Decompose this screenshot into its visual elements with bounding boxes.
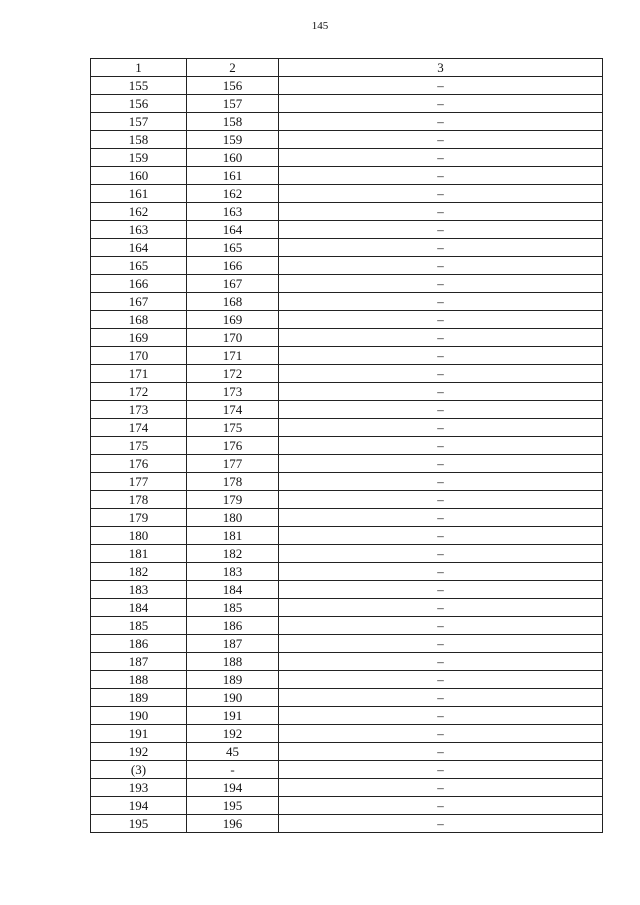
table-row	[91, 419, 603, 437]
table-cell-col-3: –	[279, 761, 603, 779]
table-cell-col-2: 190	[187, 689, 279, 707]
table-cell-col-3: –	[279, 185, 603, 203]
table-row	[91, 365, 603, 383]
table-cell-col-3: –	[279, 311, 603, 329]
header-row	[91, 59, 603, 77]
table-cell-col-1: 182	[91, 563, 187, 581]
table-row	[91, 383, 603, 401]
table-cell-col-3: –	[279, 257, 603, 275]
table-cell-col-3: –	[279, 419, 603, 437]
table-row	[91, 491, 603, 509]
table-row	[91, 203, 603, 221]
table-cell-col-2: 164	[187, 221, 279, 239]
table-cell-col-1: 190	[91, 707, 187, 725]
table-cell-col-3: –	[279, 131, 603, 149]
table-cell-col-2: 163	[187, 203, 279, 221]
table-row	[91, 599, 603, 617]
table-cell-col-3: –	[279, 455, 603, 473]
table-row	[91, 149, 603, 167]
table-row	[91, 653, 603, 671]
table-row	[91, 509, 603, 527]
table-row	[91, 779, 603, 797]
table-cell-col-2: 192	[187, 725, 279, 743]
table-cell-col-3: –	[279, 365, 603, 383]
table-cell-col-3: –	[279, 383, 603, 401]
table-row	[91, 743, 603, 761]
table-cell-col-2: 170	[187, 329, 279, 347]
table-cell-col-2: 182	[187, 545, 279, 563]
table-row	[91, 707, 603, 725]
table-row	[91, 131, 603, 149]
table-cell-col-2: 168	[187, 293, 279, 311]
table-cell-col-1: 188	[91, 671, 187, 689]
table-cell-col-1: 175	[91, 437, 187, 455]
table-cell-col-2: 186	[187, 617, 279, 635]
table-cell-col-1: 169	[91, 329, 187, 347]
table-cell-col-1: 158	[91, 131, 187, 149]
table-cell-col-2: 161	[187, 167, 279, 185]
table-cell-col-1: 170	[91, 347, 187, 365]
table-cell-col-2: 45	[187, 743, 279, 761]
table-row	[91, 797, 603, 815]
data-table	[90, 58, 603, 833]
table-row	[91, 635, 603, 653]
table-cell-col-2: 176	[187, 437, 279, 455]
table-row	[91, 95, 603, 113]
table-cell-col-3: –	[279, 149, 603, 167]
table-cell-col-1: 186	[91, 635, 187, 653]
table-cell-col-3: –	[279, 491, 603, 509]
table-cell-col-3: –	[279, 707, 603, 725]
table-cell-col-3: –	[279, 329, 603, 347]
table-row	[91, 689, 603, 707]
table-cell-col-1: 155	[91, 77, 187, 95]
table-cell-col-3: –	[279, 527, 603, 545]
table-cell-col-1: 184	[91, 599, 187, 617]
table-row	[91, 239, 603, 257]
table-cell-col-2: 180	[187, 509, 279, 527]
table-row	[91, 437, 603, 455]
table-cell-col-2: 195	[187, 797, 279, 815]
table-row	[91, 329, 603, 347]
table-cell-col-1: 162	[91, 203, 187, 221]
table-cell-col-1: 189	[91, 689, 187, 707]
table-cell-col-1: 156	[91, 95, 187, 113]
table-cell-col-3: –	[279, 203, 603, 221]
table-cell-col-1: 180	[91, 527, 187, 545]
table-cell-col-1: 191	[91, 725, 187, 743]
table-cell-col-3: –	[279, 509, 603, 527]
table-cell-col-3: –	[279, 293, 603, 311]
table-cell-col-3: –	[279, 473, 603, 491]
table-row	[91, 761, 603, 779]
table-cell-col-3: –	[279, 347, 603, 365]
table-cell-col-2: 156	[187, 77, 279, 95]
table-cell-col-2: 189	[187, 671, 279, 689]
table-cell-col-3: –	[279, 545, 603, 563]
table-cell-col-1: 194	[91, 797, 187, 815]
table-cell-col-3: –	[279, 653, 603, 671]
table-cell-col-1: 168	[91, 311, 187, 329]
table-cell-col-2: 188	[187, 653, 279, 671]
table-cell-col-3: –	[279, 671, 603, 689]
table-row	[91, 167, 603, 185]
page-number: 145	[311, 20, 329, 32]
table-cell-col-1: 183	[91, 581, 187, 599]
table-cell-col-1: 177	[91, 473, 187, 491]
column-header-1: 1	[91, 59, 187, 77]
table-row	[91, 275, 603, 293]
table-cell-col-2: 162	[187, 185, 279, 203]
table-cell-col-2: 185	[187, 599, 279, 617]
table-cell-col-1: 160	[91, 167, 187, 185]
table-cell-col-3: –	[279, 275, 603, 293]
table-cell-col-3: –	[279, 239, 603, 257]
table-cell-col-2: 160	[187, 149, 279, 167]
table-row	[91, 527, 603, 545]
table-cell-col-3: –	[279, 113, 603, 131]
table-cell-col-1: 178	[91, 491, 187, 509]
table-cell-col-2: 169	[187, 311, 279, 329]
table-body	[91, 77, 603, 833]
table-cell-col-2: 166	[187, 257, 279, 275]
table-cell-col-1: 176	[91, 455, 187, 473]
column-header-3: 3	[279, 59, 603, 77]
table-row	[91, 455, 603, 473]
column-header-2: 2	[187, 59, 279, 77]
table-cell-col-2: 187	[187, 635, 279, 653]
table-cell-col-2: 174	[187, 401, 279, 419]
table-cell-col-2: 158	[187, 113, 279, 131]
table-cell-col-3: –	[279, 725, 603, 743]
table-row	[91, 311, 603, 329]
table-row	[91, 563, 603, 581]
table-row	[91, 725, 603, 743]
table-header	[91, 59, 603, 77]
table-cell-col-1: 193	[91, 779, 187, 797]
table-cell-col-1: 165	[91, 257, 187, 275]
table-cell-col-1: 181	[91, 545, 187, 563]
table-row	[91, 671, 603, 689]
table-cell-col-2: 179	[187, 491, 279, 509]
table-cell-col-2: 159	[187, 131, 279, 149]
table-row	[91, 473, 603, 491]
table-cell-col-1: 187	[91, 653, 187, 671]
table-cell-col-1: 179	[91, 509, 187, 527]
table-cell-col-2: 196	[187, 815, 279, 833]
table-cell-col-1: 174	[91, 419, 187, 437]
table-cell-col-2: 171	[187, 347, 279, 365]
table-cell-col-2: 178	[187, 473, 279, 491]
table-cell-col-1: 195	[91, 815, 187, 833]
table-row	[91, 617, 603, 635]
table-cell-col-3: –	[279, 743, 603, 761]
table-cell-col-3: –	[279, 581, 603, 599]
table-cell-col-1: 172	[91, 383, 187, 401]
table-row	[91, 815, 603, 833]
table-cell-col-2: 183	[187, 563, 279, 581]
table-row	[91, 293, 603, 311]
table-cell-col-3: –	[279, 221, 603, 239]
table-cell-col-1: (3)	[91, 761, 187, 779]
table-cell-col-2: 184	[187, 581, 279, 599]
table-cell-col-2: 181	[187, 527, 279, 545]
table-cell-col-3: –	[279, 635, 603, 653]
table-cell-col-1: 157	[91, 113, 187, 131]
table-row	[91, 185, 603, 203]
table-cell-col-2: 175	[187, 419, 279, 437]
table-cell-col-1: 185	[91, 617, 187, 635]
table-cell-col-2: 191	[187, 707, 279, 725]
table-cell-col-2: 165	[187, 239, 279, 257]
table-cell-col-3: –	[279, 77, 603, 95]
table-cell-col-2: 194	[187, 779, 279, 797]
table-cell-col-1: 164	[91, 239, 187, 257]
table-cell-col-3: –	[279, 401, 603, 419]
table-cell-col-1: 166	[91, 275, 187, 293]
table-cell-col-2: 173	[187, 383, 279, 401]
table-cell-col-3: –	[279, 167, 603, 185]
table-cell-col-3: –	[279, 815, 603, 833]
table-cell-col-2: 172	[187, 365, 279, 383]
table-row	[91, 347, 603, 365]
table-row	[91, 257, 603, 275]
table-cell-col-1: 159	[91, 149, 187, 167]
table-cell-col-2: 157	[187, 95, 279, 113]
table-row	[91, 581, 603, 599]
table-cell-col-2: 177	[187, 455, 279, 473]
table-cell-col-2: -	[187, 761, 279, 779]
table-cell-col-3: –	[279, 779, 603, 797]
table-cell-col-3: –	[279, 437, 603, 455]
table-cell-col-1: 192	[91, 743, 187, 761]
table-cell-col-3: –	[279, 797, 603, 815]
table-cell-col-3: –	[279, 617, 603, 635]
table-cell-col-2: 167	[187, 275, 279, 293]
table-cell-col-3: –	[279, 95, 603, 113]
table-cell-col-3: –	[279, 563, 603, 581]
table-cell-col-1: 167	[91, 293, 187, 311]
table-row	[91, 77, 603, 95]
table-row	[91, 113, 603, 131]
table-cell-col-1: 171	[91, 365, 187, 383]
table-row	[91, 401, 603, 419]
table-row	[91, 221, 603, 239]
table-cell-col-3: –	[279, 689, 603, 707]
table-cell-col-1: 161	[91, 185, 187, 203]
table-row	[91, 545, 603, 563]
table-cell-col-3: –	[279, 599, 603, 617]
table-cell-col-1: 173	[91, 401, 187, 419]
table-cell-col-1: 163	[91, 221, 187, 239]
